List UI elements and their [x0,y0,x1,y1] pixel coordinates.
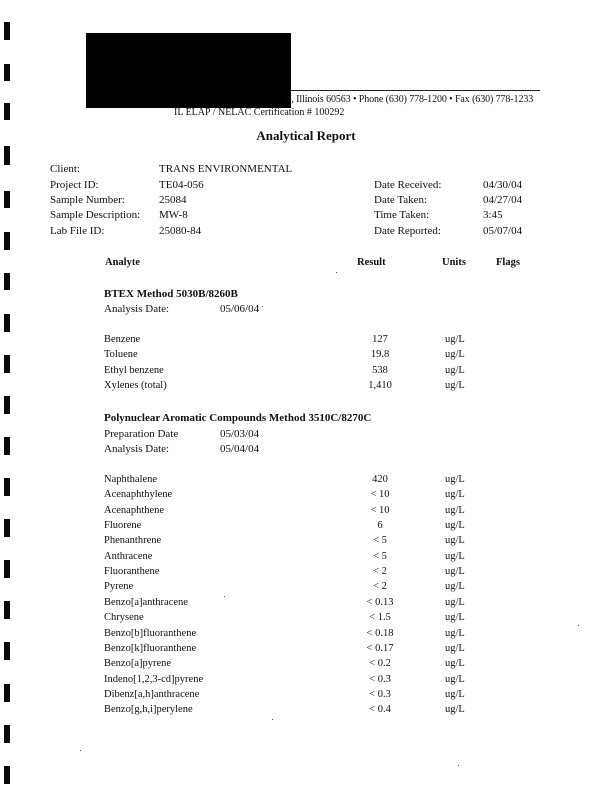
binder-hole [4,314,10,332]
scan-speck [458,765,459,766]
letterhead-rule [290,90,540,91]
binder-hole [4,273,10,290]
units-value: ug/L [445,474,465,485]
result-value: 1,410 [368,379,392,391]
analyte-name: Dibenz[a,h]anthracene [104,688,200,700]
result-value: < 2 [373,566,387,578]
result-column-header: Result [357,257,386,268]
analyte-name: Benzo[g,h,i]perylene [104,704,193,716]
analyte-name: Benzene [104,334,141,345]
report-title: Analytical Report [256,128,356,143]
analyte-name: Benzo[b]fluoranthene [104,627,197,639]
result-value: < 0.18 [366,627,394,639]
date-taken-value: 04/27/04 [483,194,523,206]
binder-hole [4,725,10,743]
result-value: 6 [377,520,383,532]
units-value: ug/L [445,535,465,547]
binder-hole [4,560,10,578]
btex-analysis-date-label: Analysis Date: [104,303,170,315]
sample-number-label: Sample Number: [50,194,125,206]
analyte-name: Benzo[k]fluoranthene [104,642,197,654]
binder-hole [4,146,10,165]
date-reported-label: Date Reported: [374,225,441,237]
units-value: ug/L [445,566,465,578]
binder-hole [4,437,10,455]
project-id-label: Project ID: [50,179,99,191]
project-id-value: TE04-056 [159,179,204,191]
binder-hole [4,766,10,784]
result-value: < 0.13 [366,596,394,608]
binder-hole [4,355,10,373]
analyte-name: Chrysene [104,612,144,624]
result-value: < 5 [373,550,387,562]
binder-hole [4,601,10,619]
binder-hole [4,396,10,414]
scan-speck [224,596,225,597]
date-received-label: Date Received: [374,179,442,191]
units-value: ug/L [445,334,465,345]
binder-hole [4,478,10,496]
analyte-name: Indeno[1,2,3-cd]pyrene [104,673,204,685]
result-value: < 2 [373,581,387,593]
analyte-name: Naphthalene [104,474,158,485]
analyte-name: Acenaphthylene [104,489,173,501]
binder-hole [4,519,10,537]
analyte-name: Xylenes (total) [104,379,167,391]
units-value: ug/L [445,379,465,391]
btex-method-title: BTEX Method 5030B/8260B [104,288,238,300]
result-value: < 5 [373,535,387,547]
units-value: ug/L [445,520,465,532]
analyte-name: Benzo[a]pyrene [104,658,172,670]
binder-hole [4,22,10,40]
lab-address-line: e, Illinois 60563 • Phone (630) 778-1200 • Fax (630) 778-1233 [287,94,534,105]
units-value: ug/L [445,596,465,608]
sample-description-label: Sample Description: [50,209,141,221]
result-value: < 10 [370,489,390,501]
flags-column-header: Flags [496,257,520,268]
units-value: ug/L [445,550,465,562]
binder-hole [4,684,10,702]
units-column-header: Units [442,257,466,268]
units-value: ug/L [445,364,465,376]
result-value: < 0.3 [369,673,391,685]
result-value: < 0.4 [369,704,391,716]
time-taken-label: Time Taken: [374,209,430,221]
units-value: ug/L [445,673,465,685]
analyte-name: Toluene [104,349,138,361]
binder-hole [4,191,10,208]
scan-speck [272,719,273,720]
units-value: ug/L [445,627,465,639]
analyte-name: Phenanthrene [104,535,162,547]
analyte-name: Benzo[a]anthracene [104,596,188,608]
binder-hole [4,642,10,660]
analyte-name: Acenaphthene [104,504,165,516]
sample-description-value: MW-8 [159,209,188,221]
client-value: TRANS ENVIRONMENTAL [159,163,293,175]
analyte-column-header: Analyte [105,257,140,268]
btex-analysis-date-value: 05/06/04 [220,303,260,315]
date-taken-label: Date Taken: [374,194,428,206]
units-value: ug/L [445,642,465,654]
result-value: 538 [372,364,388,376]
analyte-name: Fluorene [104,520,142,532]
result-value: < 10 [370,504,390,516]
units-value: ug/L [445,612,465,624]
units-value: ug/L [445,704,465,716]
units-value: ug/L [445,489,465,501]
analyte-name: Fluoranthene [104,566,160,578]
result-value: < 0.3 [369,688,391,700]
pah-analysis-date-value: 05/04/04 [220,443,260,455]
result-value: 420 [372,474,388,485]
date-received-value: 04/30/04 [483,179,523,191]
units-value: ug/L [445,504,465,516]
sample-number-value: 25084 [159,194,187,206]
scan-speck [80,750,81,751]
analyte-name: Pyrene [104,581,134,593]
lab-file-id-label: Lab File ID: [50,225,105,237]
scan-speck [578,625,579,626]
pah-analysis-date-label: Analysis Date: [104,443,170,455]
result-value: < 1.5 [369,612,391,624]
pah-prep-date-label: Preparation Date [104,428,179,440]
date-reported-value: 05/07/04 [483,225,523,237]
binder-hole [4,103,10,120]
scan-speck [336,272,337,273]
result-value: 19.8 [370,349,390,361]
time-taken-value: 3:45 [483,209,503,221]
binder-hole [4,64,10,81]
units-value: ug/L [445,581,465,593]
units-value: ug/L [445,658,465,670]
analyte-name: Ethyl benzene [104,364,164,376]
lab-file-id-value: 25080-84 [159,225,202,237]
binder-hole [4,232,10,250]
pah-prep-date-value: 05/03/04 [220,428,260,440]
certification-line: IL ELAP / NELAC Certification # 100292 [174,107,345,118]
result-value: < 0.2 [369,658,391,670]
analyte-name: Anthracene [104,550,153,562]
units-value: ug/L [445,688,465,700]
redacted-logo-block [86,33,291,108]
scan-speck [262,306,263,307]
result-value: < 0.17 [366,642,394,654]
units-value: ug/L [445,349,465,361]
pah-method-title: Polynuclear Aromatic Compounds Method 3510C/8270C [104,412,372,424]
client-label: Client: [50,163,80,175]
result-value: 127 [372,334,388,345]
